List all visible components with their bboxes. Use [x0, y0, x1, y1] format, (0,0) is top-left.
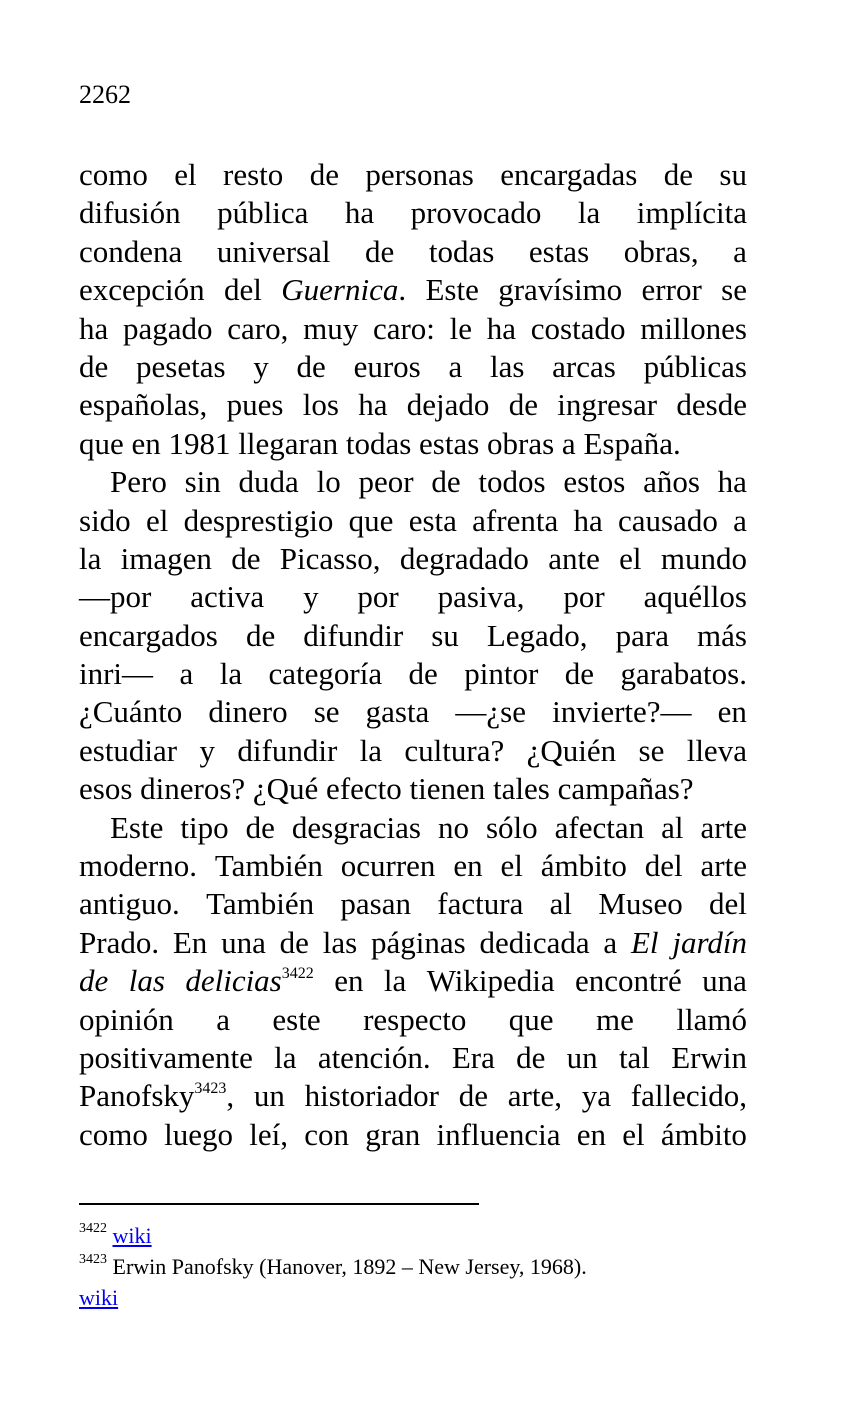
footnote-number: 3423 [79, 1251, 107, 1267]
text-line: estudiar y difundir la cultura? ¿Quién se lleva [79, 732, 747, 768]
footnote-link[interactable]: wiki [79, 1285, 119, 1310]
page-number: 2262 [79, 80, 131, 109]
text-line: que en 1981 llegaran todas estas obras a España. [79, 425, 681, 461]
text-line: opinión a este respecto que me llamó [79, 1001, 747, 1037]
body-text [79, 156, 747, 1154]
footnote-3423 [79, 1251, 779, 1282]
text-line: Pero sin duda lo peor de todos estos años ha [110, 464, 747, 500]
text-line: ¿Cuánto dinero se gasta —¿se invierte?— en [79, 694, 747, 730]
text-line: esos dineros? ¿Qué efecto tienen tales campañas? [79, 771, 694, 807]
text-line: —por activa y por pasiva, por aquéllos [79, 579, 747, 615]
footnote-link[interactable]: wiki [112, 1223, 152, 1248]
text-line: moderno. También ocurren en el ámbito del arte [79, 848, 747, 884]
text-line: inri— a la categoría de pintor de garabatos. [79, 656, 747, 692]
text-line: antiguo. También pasan factura al Museo del [79, 886, 747, 922]
text-line: de pesetas y de euros a las arcas públicas [79, 348, 747, 384]
text-line: difusión pública ha provocado la implícita [79, 195, 747, 231]
footnote-3423-link-line [79, 1282, 779, 1313]
text-line: ha pagado caro, muy caro: le ha costado millones [79, 310, 747, 346]
text-line: como el resto de personas encargadas de su [79, 157, 747, 192]
text-line: de las delicias$^{3422}$ en la Wikipedia encontré una [79, 963, 747, 999]
text-line: Este tipo de desgracias no sólo afectan al arte [110, 809, 747, 845]
text-line: Prado. En una de las páginas dedicada a El jardín [79, 924, 747, 960]
footnote-number: 3422 [79, 1220, 107, 1236]
text-line: la imagen de Picasso, degradado ante el mundo [79, 540, 747, 576]
text-line: positivamente la atención. Era de un tal Erwin [79, 1039, 747, 1075]
text-line: Panofsky$^{3423}$, un historiador de arte, ya fallecido, [79, 1078, 747, 1114]
footnote-text: Erwin Panofsky (Hanover, 1892 – New Jersey, 1968). [112, 1254, 587, 1279]
text-line: condena universal de todas estas obras, a [79, 233, 747, 269]
text-line: como luego leí, con gran influencia en el ámbito [79, 1116, 747, 1152]
text-line: sido el desprestigio que esta afrenta ha causado a [79, 502, 747, 538]
footnotes [79, 1220, 779, 1313]
text-line: excepción del Guernica. Este gravísimo error se [79, 272, 747, 308]
text-line: españolas, pues los ha dejado de ingresar desde [79, 387, 747, 423]
footnote-divider [79, 1203, 479, 1205]
text-line: encargados de difundir su Legado, para más [79, 617, 747, 653]
footnote-3422 [79, 1220, 779, 1251]
